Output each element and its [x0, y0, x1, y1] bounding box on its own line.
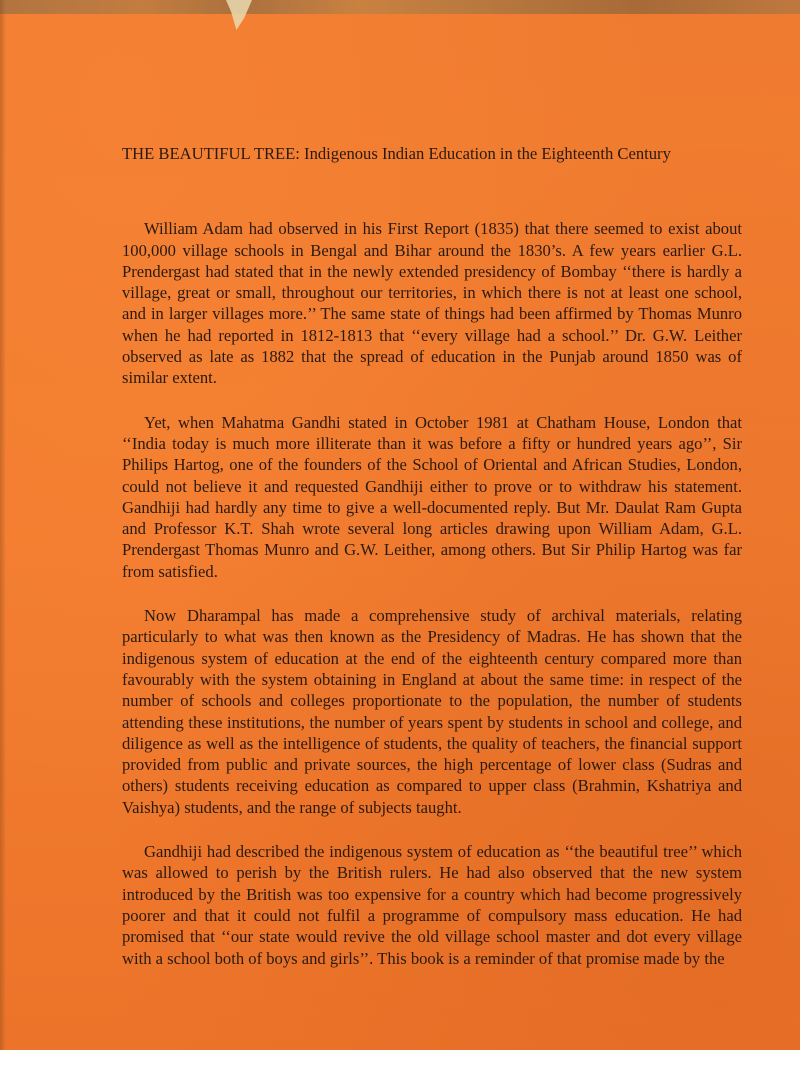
cover-left-edge	[0, 0, 6, 1050]
paragraph-4: Gandhiji had described the indigenous system of education as ‘‘the beautiful tree’’ which was allowed to perish by the British rulers. He had also observed that the new system introduced by the British was too expensive for a country which had become progressively poorer and that it could not fulfil a programme of compulsory mass education. He had promised that ‘‘our state would revive the old village school master and dot every village with a school both of boys and girls’’. This book is a reminder of that promise made by the	[122, 842, 742, 968]
paragraph-3: Now Dharampal has made a comprehensive study of archival materials, relating particularly to what was then known as the Presidency of Madras. He has shown that the indigenous system of education at the end of the eighteenth century compared more than favourably with the system obtaining in England at about the same time: in respect of the number of schools and colleges proportionate to the population, the number of students attending these institutions, the number of years spent by students in school and college, and diligence as well as the intelligence of students, the quality of teachers, the financial support provided from public and private sources, the high percentage of lower class (Sudras and others) students receiving education as compared to upper class (Brahmin, Kshatriya and Vaishya) students, and the range of subjects taught.	[122, 606, 742, 817]
torn-paper-mark	[226, 0, 252, 30]
page-margin-bottom	[0, 1050, 800, 1090]
blurb-text	[122, 143, 742, 969]
book-title: THE BEAUTIFUL TREE: Indigenous Indian Education in the Eighteenth Century	[122, 144, 671, 163]
paragraph-2: Yet, when Mahatma Gandhi stated in October 1981 at Chatham House, London that ‘‘India today is much more illiterate than it was before a fifty or hundred years ago’’, Sir Philips Hartog, one of the founders of the School of Oriental and African Studies, London, could not believe it and requested Gandhiji either to prove or to withdraw his statement. Gandhiji had hardly any time to give a well-documented reply. But Mr. Daulat Ram Gupta and Professor K.T. Shah wrote several long articles drawing upon William Adam, G.L. Prendergast Thomas Munro and G.W. Leither, among others. But Sir Philip Hartog was far from satisfied.	[122, 412, 742, 581]
worn-top-edge	[0, 0, 800, 14]
paragraph-1: William Adam had observed in his First Report (1835) that there seemed to exist about 100,000 village schools in Bengal and Bihar around the 1830’s. A few years earlier G.L. Prendergast had stated that in the newly extended presidency of Bombay ‘‘there is hardly a village, great or small, throughout our territories, in which there is not at least one school, and in larger villages more.’’ The same state of things had been affirmed by Thomas Munro when he had reported in 1812-1813 that ‘‘every village had a school.’’ Dr. G.W. Leither observed as late as 1882 that the spread of education in the Punjab around 1850 was of similar extent.	[122, 219, 742, 388]
